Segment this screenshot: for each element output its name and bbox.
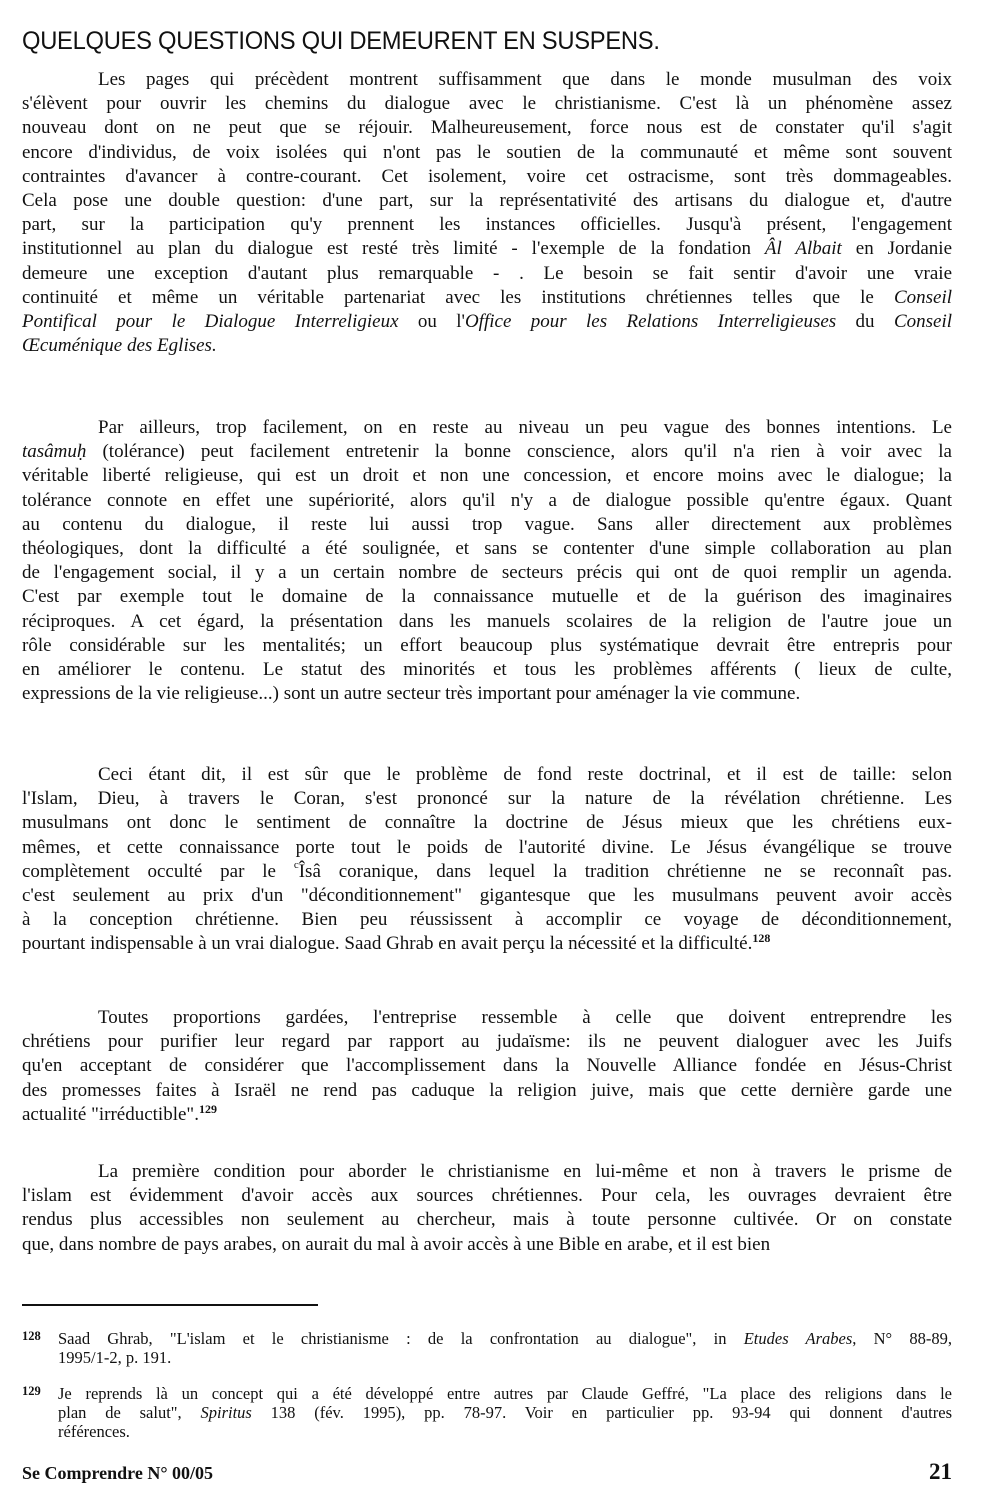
- text-line: [22, 860, 952, 884]
- text-line: Ceci étant dit, il est sûr que le problème de fond reste doctrinal, et il est de taille: selon: [98, 764, 952, 785]
- text-line: [22, 440, 952, 464]
- text-line: des promesses faites à Israël ne rend pas caduque la religion juive, mais que cette dernière garde une: [22, 1079, 952, 1101]
- footnote-line: Je reprends là un concept qui a été développé entre autres par Claude Geffré, "La place des religions dans le: [58, 1384, 952, 1403]
- text-line: [22, 310, 952, 334]
- text-line: véritable liberté religieuse, qui est un droit et non une concession, et encore moins avec le dialogue; la: [22, 465, 952, 487]
- text-run: actualité "irréductible": [22, 1103, 195, 1125]
- text-line: La première condition pour aborder le christianisme en lui-même et non à travers le prisme de: [98, 1161, 952, 1182]
- text-line: musulmans ont donc le sentiment de connaître la doctrine de Jésus mieux que les chrétiens eux-: [22, 812, 952, 834]
- footnote-line: références.: [58, 1422, 130, 1441]
- page-number: 21: [929, 1459, 952, 1484]
- text-line: [22, 932, 952, 956]
- text-line: Les pages qui précèdent montrent suffisamment que dans le monde musulman des voix: [98, 69, 952, 90]
- text-line: c'est seulement au prix d'un "déconditionnement" gigantesque que les musulmans peuvent avoir accès: [22, 884, 952, 906]
- text-run: Îsâ coranique, dans lequel la tradition chrétienne ne se reconnaît pas.: [298, 860, 952, 882]
- paragraph-5: [22, 1160, 952, 1257]
- publication-name: Se Comprendre N° 00/05: [22, 1463, 214, 1483]
- paragraph-1: [22, 68, 952, 358]
- paragraph-2: [22, 416, 952, 706]
- footnote-line: [58, 1329, 952, 1348]
- text-line: Toutes proportions gardées, l'entreprise ressemble à celle que doivent entreprendre les: [98, 1007, 952, 1028]
- text-run: complètement occulté par le: [22, 860, 294, 882]
- footnote-line: [58, 1403, 952, 1422]
- text-line: qu'en acceptant de considérer que l'accomplissement dans la Nouvelle Alliance fondée en Jésus-Christ: [22, 1055, 952, 1077]
- paragraph-4: [22, 1006, 952, 1127]
- text-line: l'islam est évidemment d'avoir accès aux sources chrétiennes. Pour cela, les ouvrages devraient être: [22, 1185, 952, 1207]
- footnote-line: 1995/1-2, p. 191.: [58, 1348, 172, 1367]
- footnote-reference: 129: [198, 1101, 217, 1116]
- italic-text: Office pour les Relations Interreligieuses: [464, 310, 837, 332]
- text-run: plan de salut",: [58, 1403, 201, 1422]
- text-line: C'est par exemple tout le domaine de la connaissance mutuelle et de la guérison des imaginaires: [22, 586, 952, 608]
- text-line: tolérance connote en effet une supériorité, alors qu'il n'y a de dialogue possible qu'entre égaux. Quant: [22, 489, 952, 511]
- page-footer: [22, 1459, 952, 1484]
- text-run: pourtant indispensable à un vrai dialogue. Saad Ghrab en avait perçu la nécessité et la difficulté: [22, 933, 748, 955]
- footnote-text: [58, 1384, 952, 1441]
- italic-text: Âl Albait: [764, 238, 842, 260]
- text-line: chrétiens pour purifier leur regard par rapport au judaïsme: ils ne peuvent dialoguer avec les Juifs: [22, 1031, 952, 1053]
- text-run: .: [747, 933, 753, 955]
- text-line: au contenu du dialogue, il reste lui aussi trop vague. Sans aller directement aux problèmes: [22, 513, 952, 535]
- footnote-129: [22, 1384, 952, 1441]
- text-line: [22, 1103, 952, 1127]
- text-line: en améliorer le contenu. Le statut des minorités et tous les problèmes afférents ( lieux de culte,: [22, 658, 952, 680]
- text-line: contraintes d'avancer à contre-courant. Cet isolement, voire cet ostracisme, sont très dommageables.: [22, 165, 952, 187]
- text-run: du: [836, 310, 894, 332]
- italic-text: tasâmuḥ: [22, 441, 87, 463]
- superscript-letter: c: [293, 858, 299, 871]
- text-line: encore d'individus, de voix isolées qui n'ont pas le soutien de la communauté et même sont souvent: [22, 141, 952, 163]
- text-run: .: [194, 1103, 199, 1125]
- text-line: s'élèvent pour ouvrir les chemins du dialogue avec le christianisme. C'est là un phénomène assez: [22, 93, 952, 115]
- text-run: continuité et même un véritable partenariat avec les institutions chrétiennes telles que le: [22, 286, 894, 308]
- text-line: que, dans nombre de pays arabes, on aurait du mal à avoir accès à une Bible en arabe, et il est bien: [22, 1233, 771, 1255]
- text-run: (tolérance) peut facilement entretenir la bonne conscience, alors qu'il n'a rien à voir avec la: [86, 441, 952, 463]
- italic-text: Conseil: [893, 310, 952, 332]
- italic-text: Œcuménique des Eglises.: [22, 335, 217, 357]
- text-line: réciproques. A cet égard, la présentation dans les manuels scolaires de la religion de l'autre joue un: [22, 610, 952, 632]
- text-line: [22, 237, 952, 261]
- text-line: de l'engagement social, il y a un certain nombre de secteurs précis qui ont de quoi remplir un agenda.: [22, 562, 952, 584]
- italic-text: Spiritus: [200, 1403, 252, 1422]
- italic-text: Pontifical pour le Dialogue Interreligieux: [22, 310, 399, 332]
- text-line: [22, 286, 952, 310]
- footnote-128: [22, 1329, 952, 1367]
- text-run: en Jordanie: [841, 238, 952, 260]
- text-line: rôle considérable sur les mentalités; un effort beaucoup plus systématique devrait être entrepris pour: [22, 634, 952, 656]
- text-run: , N° 88-89,: [852, 1329, 952, 1348]
- footnote-text: [58, 1329, 952, 1367]
- text-run: Saad Ghrab, "L'islam et le christianisme : de la confrontation au dialogue", in: [58, 1329, 744, 1348]
- paragraph-3: [22, 763, 952, 957]
- text-line: demeure une exception d'autant plus remarquable - . Le besoin se fait sentir d'avoir une vraie: [22, 262, 952, 284]
- text-line: Cela pose une double question: d'une part, sur la représentativité des artisans du dialogue et, d'autre: [22, 189, 952, 211]
- text-run: 138 (fév. 1995), pp. 78-97. Voir en particulier pp. 93-94 qui donnent d'autres: [251, 1403, 952, 1422]
- text-line: rendus plus accessibles non seulement au chercheur, mais à toute personne cultivée. Or on constate: [22, 1209, 952, 1231]
- text-run: institutionnel au plan du dialogue est resté très limité - l'exemple de la fondation: [22, 238, 765, 260]
- text-line: nouveau dont on ne peut que se réjouir. Malheureusement, force nous est de constater qu'il s'agit: [22, 117, 952, 139]
- footnote-number: 128: [22, 1329, 41, 1343]
- footnote-reference: 128: [752, 931, 771, 946]
- italic-text: Etudes Arabes: [743, 1329, 853, 1348]
- text-line: mêmes, et cette connaissance porte tout le poids de l'autorité divine. Le Jésus évangélique se trouve: [22, 836, 952, 858]
- text-line: [22, 334, 952, 358]
- text-line: à la conception chrétienne. Bien peu réussissent à accomplir ce voyage de déconditionnement,: [22, 909, 952, 931]
- text-line: théologiques, dont la difficulté a été soulignée, et sans se contenter d'une simple collaboration au plan: [22, 537, 952, 559]
- footnote-separator: [22, 1304, 318, 1306]
- text-run: ou l': [398, 310, 465, 332]
- text-line: Par ailleurs, trop facilement, on en reste au niveau un peu vague des bonnes intentions. Le: [98, 417, 952, 438]
- italic-text: Conseil: [893, 286, 952, 308]
- footnote-number: 129: [22, 1384, 41, 1398]
- text-line: l'Islam, Dieu, à travers le Coran, s'est prononcé sur la nature de la révélation chrétienne. Les: [22, 788, 952, 810]
- text-line: part, sur la participation qu'y prennent les instances officielles. Jusqu'à présent, l'engagement: [22, 214, 952, 236]
- text-line: expressions de la vie religieuse...) sont un autre secteur très important pour aménager la vie commune.: [22, 683, 801, 705]
- page-title: QUELQUES QUESTIONS QUI DEMEURENT EN SUSPENS.: [22, 26, 660, 55]
